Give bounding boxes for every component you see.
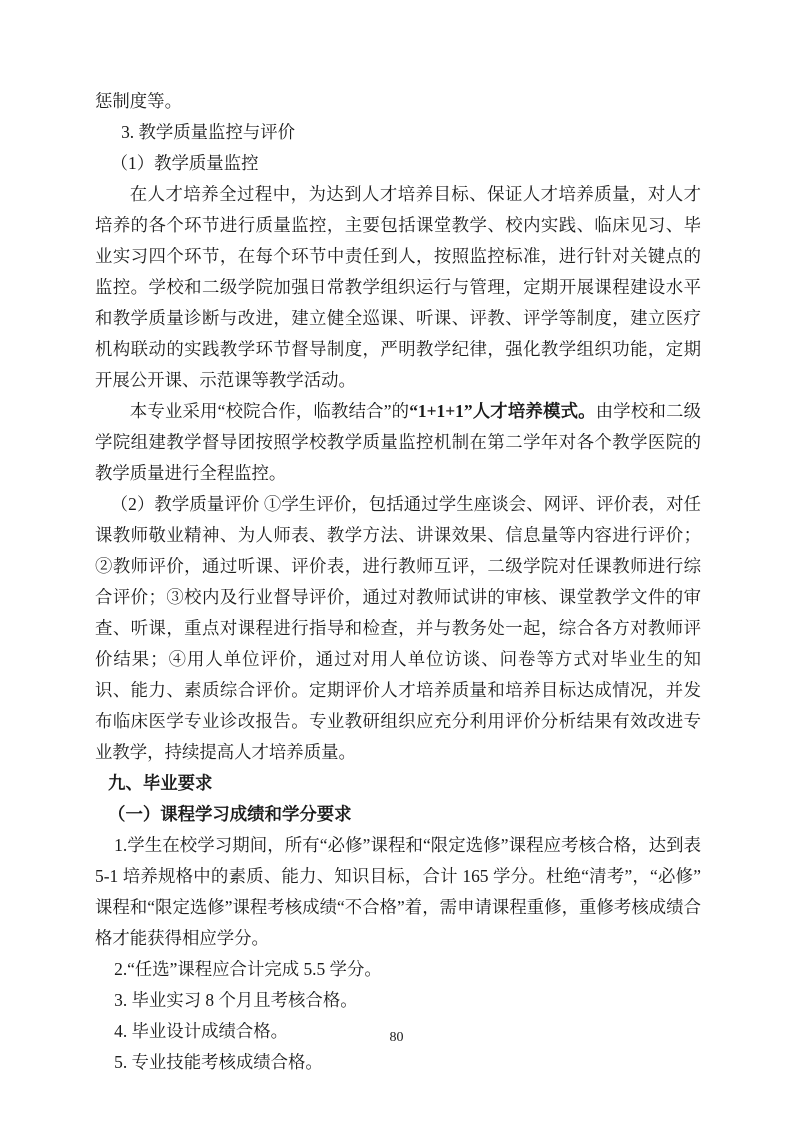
- requirement-item-2: 2.“任选”课程应合计完成 5.5 学分。: [114, 959, 382, 979]
- page-number: 80: [389, 1030, 404, 1045]
- subsection-1-heading: （1）教学质量监控: [110, 153, 259, 173]
- paragraph-carryover: 惩制度等。: [95, 91, 182, 111]
- requirement-item-4: 4. 毕业设计成绩合格。: [114, 1021, 289, 1041]
- paragraph-quality-evaluation: （2）教学质量评价 ①学生评价，包括通过学生座谈会、网评、评价表，对任课教师敬业精神、为人师表、教学方法、讲课效果、信息量等内容进行评价；②教师评价，通过听课、评价表，进行教师互评，二级学院对任课教师进行综合评价；③校内及行业督导评价，通过对教师试讲的审核、课堂教学文件的审查、听课，重点对课程进行指导和检查，并与教务处一起，综合各方对教师评价结果；④用人单位评价，通过对用人单位访谈、问卷等方式对毕业生的知识、能力、素质综合评价。定期评价人才培养质量和培养目标达成情况，并发布临床医学专业诊改报告。专业教研组织应充分利用评价分析结果有效改进专业教学，持续提高人才培养质量。: [95, 494, 701, 762]
- section-9-heading: 九、毕业要求: [108, 773, 213, 793]
- requirement-item-5: 5. 专业技能考核成绩合格。: [114, 1052, 323, 1072]
- paragraph-training-mode: [95, 396, 701, 489]
- requirement-item-3: 3. 毕业实习 8 个月且考核合格。: [114, 990, 358, 1010]
- section-3-heading: 3. 教学质量监控与评价: [121, 122, 296, 142]
- text-run-before-bold: 本专业采用“校院合作，临教结合”的: [129, 401, 410, 421]
- subsection-a-heading: （一）课程学习成绩和学分要求: [108, 804, 352, 824]
- requirement-item-1: 1.学生在校学习期间，所有“必修”课程和“限定选修”课程应考核合格，达到表 5-1 培养规格中的素质、能力、知识目标，合计 165 学分。杜绝“清考”，“必修”课程和“限定选修”课程考核成绩“不合格”着，需申请课程重修，重修考核成绩合格才能获得相应学分。: [95, 835, 701, 948]
- text-run-bold-training-mode: “1+1+1”人才培养模式。: [409, 401, 596, 421]
- text-run-after-bold: 由学校和二级学院组建教学督导团按照学校教学质量监控机制在第二学年对各个教学医院的教学质量进行全程监控。: [95, 401, 701, 483]
- document-body: [95, 86, 701, 1078]
- paragraph-quality-monitoring: 在人才培养全过程中，为达到人才培养目标、保证人才培养质量，对人才培养的各个环节进行质量监控，主要包括课堂教学、校内实践、临床见习、毕业实习四个环节，在每个环节中责任到人，按照监控标准，进行针对关键点的监控。学校和二级学院加强日常教学组织运行与管理，定期开展课程建设水平和教学质量诊断与改进，建立健全巡课、听课、评教、评学等制度，建立医疗机构联动的实践教学环节督导制度，严明教学纪律，强化教学组织功能，定期开展公开课、示范课等教学活动。: [95, 184, 701, 390]
